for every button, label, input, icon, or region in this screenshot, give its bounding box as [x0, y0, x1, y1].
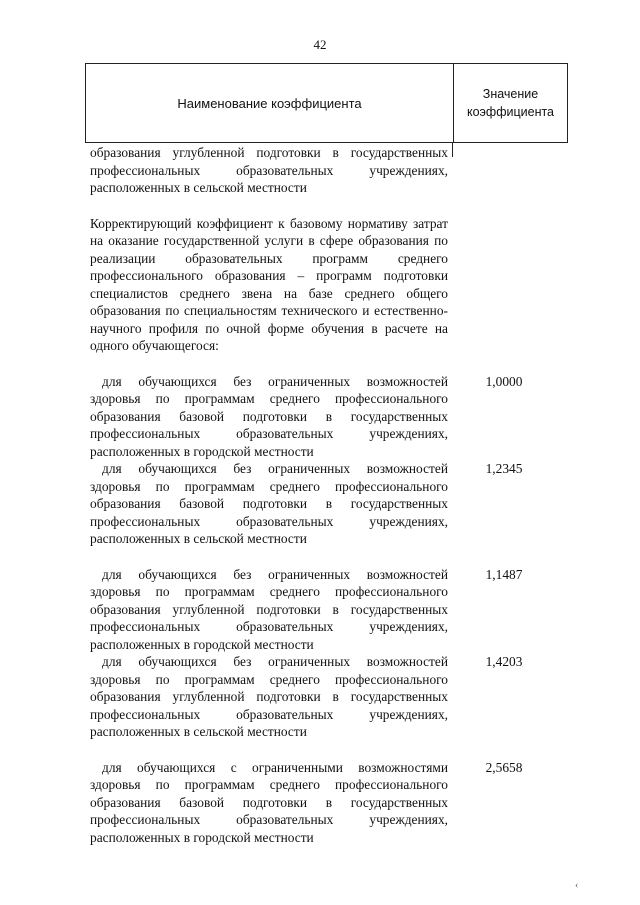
- table-row: [90, 759, 560, 847]
- column-header-name: Наименование коэффициента: [177, 95, 362, 111]
- scan-mark: ‹: [575, 880, 579, 891]
- row-value: 1,4203: [485, 654, 523, 669]
- row-value: 1,1487: [485, 566, 523, 582]
- table-row: [90, 373, 560, 461]
- row-value: 1,2345: [485, 461, 523, 476]
- column-header-value: Значение коэффициента: [466, 87, 555, 119]
- table-body: [90, 144, 560, 846]
- row-description: для обучающихся без ограниченных возможностей здоровья по программам среднего профессионального образования углубленной подготовки в государственных профессиональных образовательных учреждениях, расположенных в городской местности: [90, 566, 448, 652]
- row-description: Корректирующий коэффициент к базовому нормативу затрат на оказание государственной услуги в сфере образования по реализации образовательных программ среднего профессионального образования – программ подготовки специалистов среднего звена на базе среднего общего образования по специальностям технического и естественно-научного профиля по очной форме обучения в расчете на одного обучающегося:: [90, 215, 448, 353]
- row-description: для обучающихся без ограниченных возможностей здоровья по программам среднего профессионального образования углубленной подготовки в государственных профессиональных образовательных учреждениях, расположенных в сельской местности: [90, 654, 448, 739]
- row-value: 1,0000: [485, 373, 523, 389]
- row-value: 2,5658: [485, 759, 523, 775]
- row-description: для обучающихся без ограниченных возможностей здоровья по программам среднего профессионального образования базовой подготовки в государственных профессиональных образовательных учреждениях, расположенных в сельской местности: [90, 461, 448, 546]
- table-row: [90, 144, 560, 197]
- table-row: [90, 566, 560, 654]
- row-description: для обучающихся без ограниченных возможностей здоровья по программам среднего профессионального образования базовой подготовки в государственных профессиональных образовательных учреждениях, расположенных в городской местности: [90, 373, 448, 459]
- table-row: [90, 215, 560, 355]
- table-row: [90, 653, 560, 741]
- table-header: [85, 63, 568, 143]
- row-description: для обучающихся с ограниченными возможностями здоровья по программам среднего профессионального образования базовой подготовки в государственных профессиональных образовательных учреждениях, расположенных в городской местности: [90, 759, 448, 845]
- page-number: 42: [313, 37, 327, 52]
- table-row: [90, 460, 560, 548]
- row-description: образования углубленной подготовки в государственных профессиональных образовательных учреждениях, расположенных в сельской местности: [90, 145, 448, 195]
